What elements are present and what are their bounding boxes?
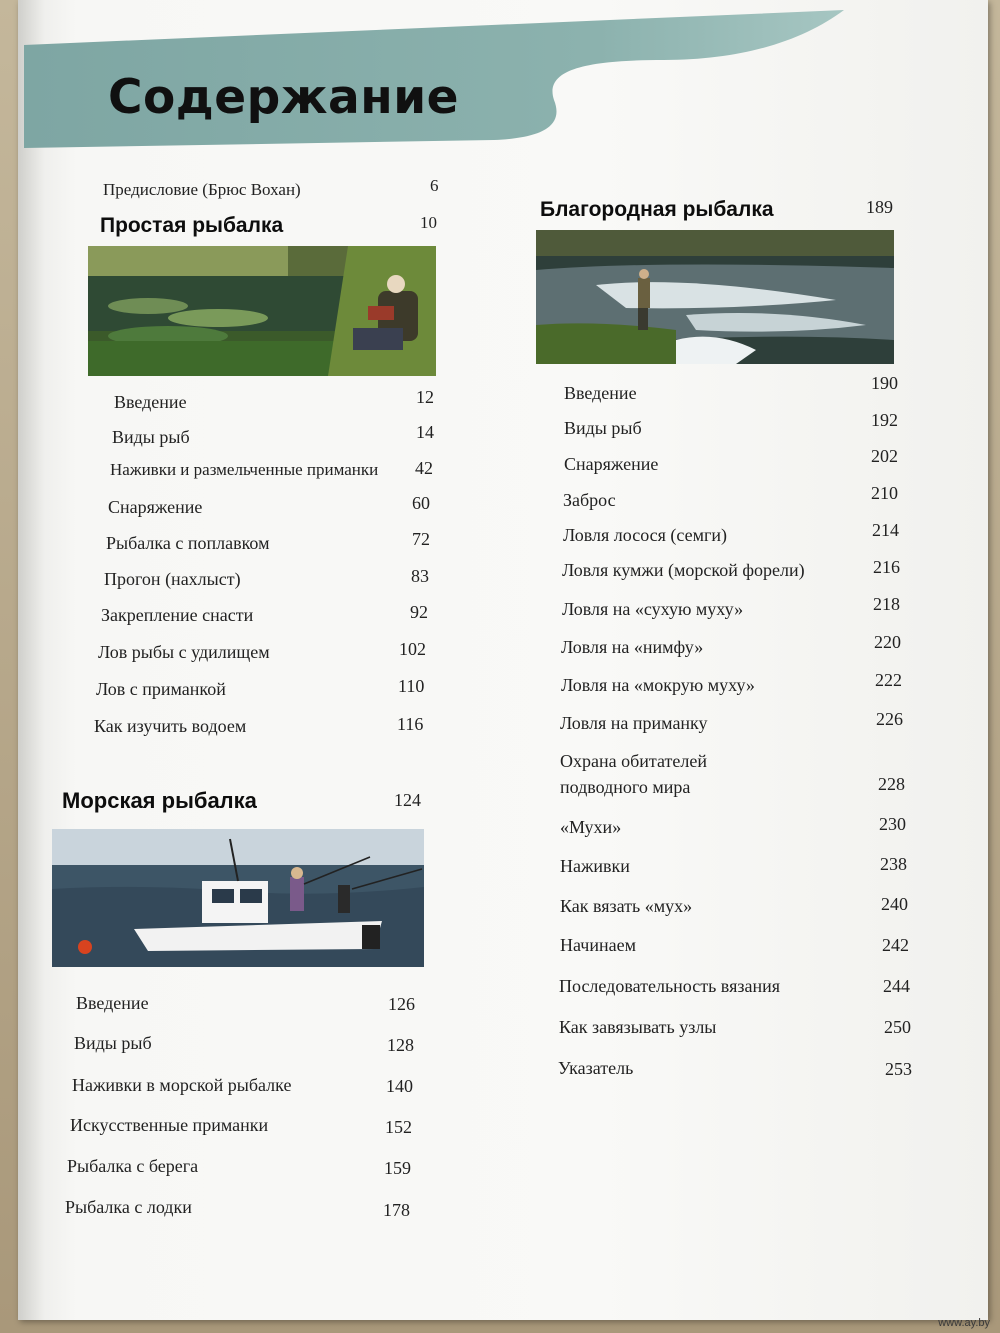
toc-item-page: 216 xyxy=(873,557,900,577)
section-title-simple-fishing: Простая рыбалка xyxy=(100,214,284,237)
toc-item: Введение xyxy=(564,383,637,403)
toc-item: Введение xyxy=(114,392,187,412)
page-gutter xyxy=(18,0,44,1320)
toc-item: Рыбалка с лодки xyxy=(65,1197,192,1217)
toc-item-page: 253 xyxy=(885,1059,912,1079)
toc-item-page: 192 xyxy=(871,410,898,430)
toc-item-continued: подводного мира xyxy=(560,777,691,797)
pond-angler-photo xyxy=(88,246,436,376)
toc-item-page: 140 xyxy=(386,1076,413,1096)
toc-item-page: 190 xyxy=(871,373,898,393)
toc-item-page: 178 xyxy=(383,1200,410,1220)
toc-item-page: 226 xyxy=(876,709,903,729)
toc-item: Прогон (нахлыст) xyxy=(104,569,241,589)
toc-item: Закрепление снасти xyxy=(101,605,254,625)
toc-item-page: 242 xyxy=(882,935,909,955)
toc-item: Ловля на приманку xyxy=(560,713,708,733)
toc-item-page: 72 xyxy=(412,529,430,549)
toc-item: Как изучить водоем xyxy=(94,716,247,736)
toc-item-page: 222 xyxy=(875,670,902,690)
toc-item-page: 110 xyxy=(398,676,425,696)
toc-item-page: 230 xyxy=(879,814,906,834)
toc-item: Как завязывать узлы xyxy=(559,1017,717,1037)
toc-item-page: 102 xyxy=(399,639,426,659)
toc-item: Снаряжение xyxy=(108,497,203,517)
toc-item-page: 152 xyxy=(385,1117,412,1137)
toc-item-page: 238 xyxy=(880,854,907,874)
toc-item: Последовательность вязания xyxy=(559,976,780,996)
toc-item: Виды рыб xyxy=(112,427,190,447)
toc-item-page: 159 xyxy=(384,1158,411,1178)
toc-item: Рыбалка с берега xyxy=(67,1156,199,1176)
toc-item: Наживки и размельченные приманки xyxy=(110,460,379,479)
toc-item-page: 92 xyxy=(410,602,428,622)
toc-item-page: 126 xyxy=(388,994,415,1014)
toc-item-page: 116 xyxy=(397,714,424,734)
toc-item-page: 128 xyxy=(387,1035,414,1055)
toc-item: Лов с приманкой xyxy=(96,679,226,699)
toc-item: Наживки xyxy=(560,856,630,876)
section-page-sea-fishing: 124 xyxy=(394,790,421,810)
section-page-simple-fishing: 10 xyxy=(420,213,437,232)
toc-item: Ловля лосося (семги) xyxy=(563,525,728,545)
river-angler-photo xyxy=(536,230,894,364)
toc-item-page: 220 xyxy=(874,632,901,652)
toc-item: Искусственные приманки xyxy=(70,1115,269,1135)
sea-boat-photo xyxy=(52,829,424,967)
toc-item-page: 42 xyxy=(415,458,433,478)
section-page-noble-fishing: 189 xyxy=(866,197,893,217)
toc-item-page: 244 xyxy=(883,976,910,996)
toc-item: Указатель xyxy=(558,1058,634,1078)
toc-item: «Мухи» xyxy=(560,817,622,837)
toc-item: Введение xyxy=(76,993,149,1013)
toc-item-page: 202 xyxy=(871,446,898,466)
toc-item-page: 12 xyxy=(416,387,434,407)
page-title: Содержание xyxy=(108,70,460,125)
toc-item: Ловля на «мокрую муху» xyxy=(561,675,755,695)
section-title-sea-fishing: Морская рыбалка xyxy=(62,788,257,813)
toc-item: Ловля на «нимфу» xyxy=(561,637,704,657)
toc-item-page: 83 xyxy=(411,566,429,586)
toc-item: Ловля на «сухую муху» xyxy=(562,599,744,619)
toc-item-page: 210 xyxy=(871,483,898,503)
watermark: www.ay.by xyxy=(938,1317,990,1329)
toc-item-page: 214 xyxy=(872,520,899,540)
toc-item: Ловля кумжи (морской форели) xyxy=(562,560,805,580)
toc-item-page: 240 xyxy=(881,894,908,914)
toc-item-page: 250 xyxy=(884,1017,911,1037)
toc-item: Рыбалка с поплавком xyxy=(106,533,270,553)
toc-item: Виды рыб xyxy=(564,418,642,438)
toc-item: Начинаем xyxy=(560,935,636,955)
toc-item: Наживки в морской рыбалке xyxy=(72,1075,292,1095)
toc-item: Охрана обитателей xyxy=(560,751,707,771)
preface-label: Предисловие (Брюс Вохан) xyxy=(103,180,301,199)
toc-item: Виды рыб xyxy=(74,1033,152,1053)
toc-item-page: 14 xyxy=(416,422,434,442)
section-title-noble-fishing: Благородная рыбалка xyxy=(540,198,774,221)
toc-item-page: 218 xyxy=(873,594,900,614)
toc-item: Снаряжение xyxy=(564,454,659,474)
toc-item: Лов рыбы с удилищем xyxy=(98,642,270,662)
toc-item-page: 228 xyxy=(878,774,905,794)
preface-page: 6 xyxy=(430,176,439,195)
toc-item: Заброс xyxy=(563,490,616,510)
book-page xyxy=(18,0,988,1320)
toc-item: Как вязать «мух» xyxy=(560,896,693,916)
toc-item-page: 60 xyxy=(412,493,430,513)
